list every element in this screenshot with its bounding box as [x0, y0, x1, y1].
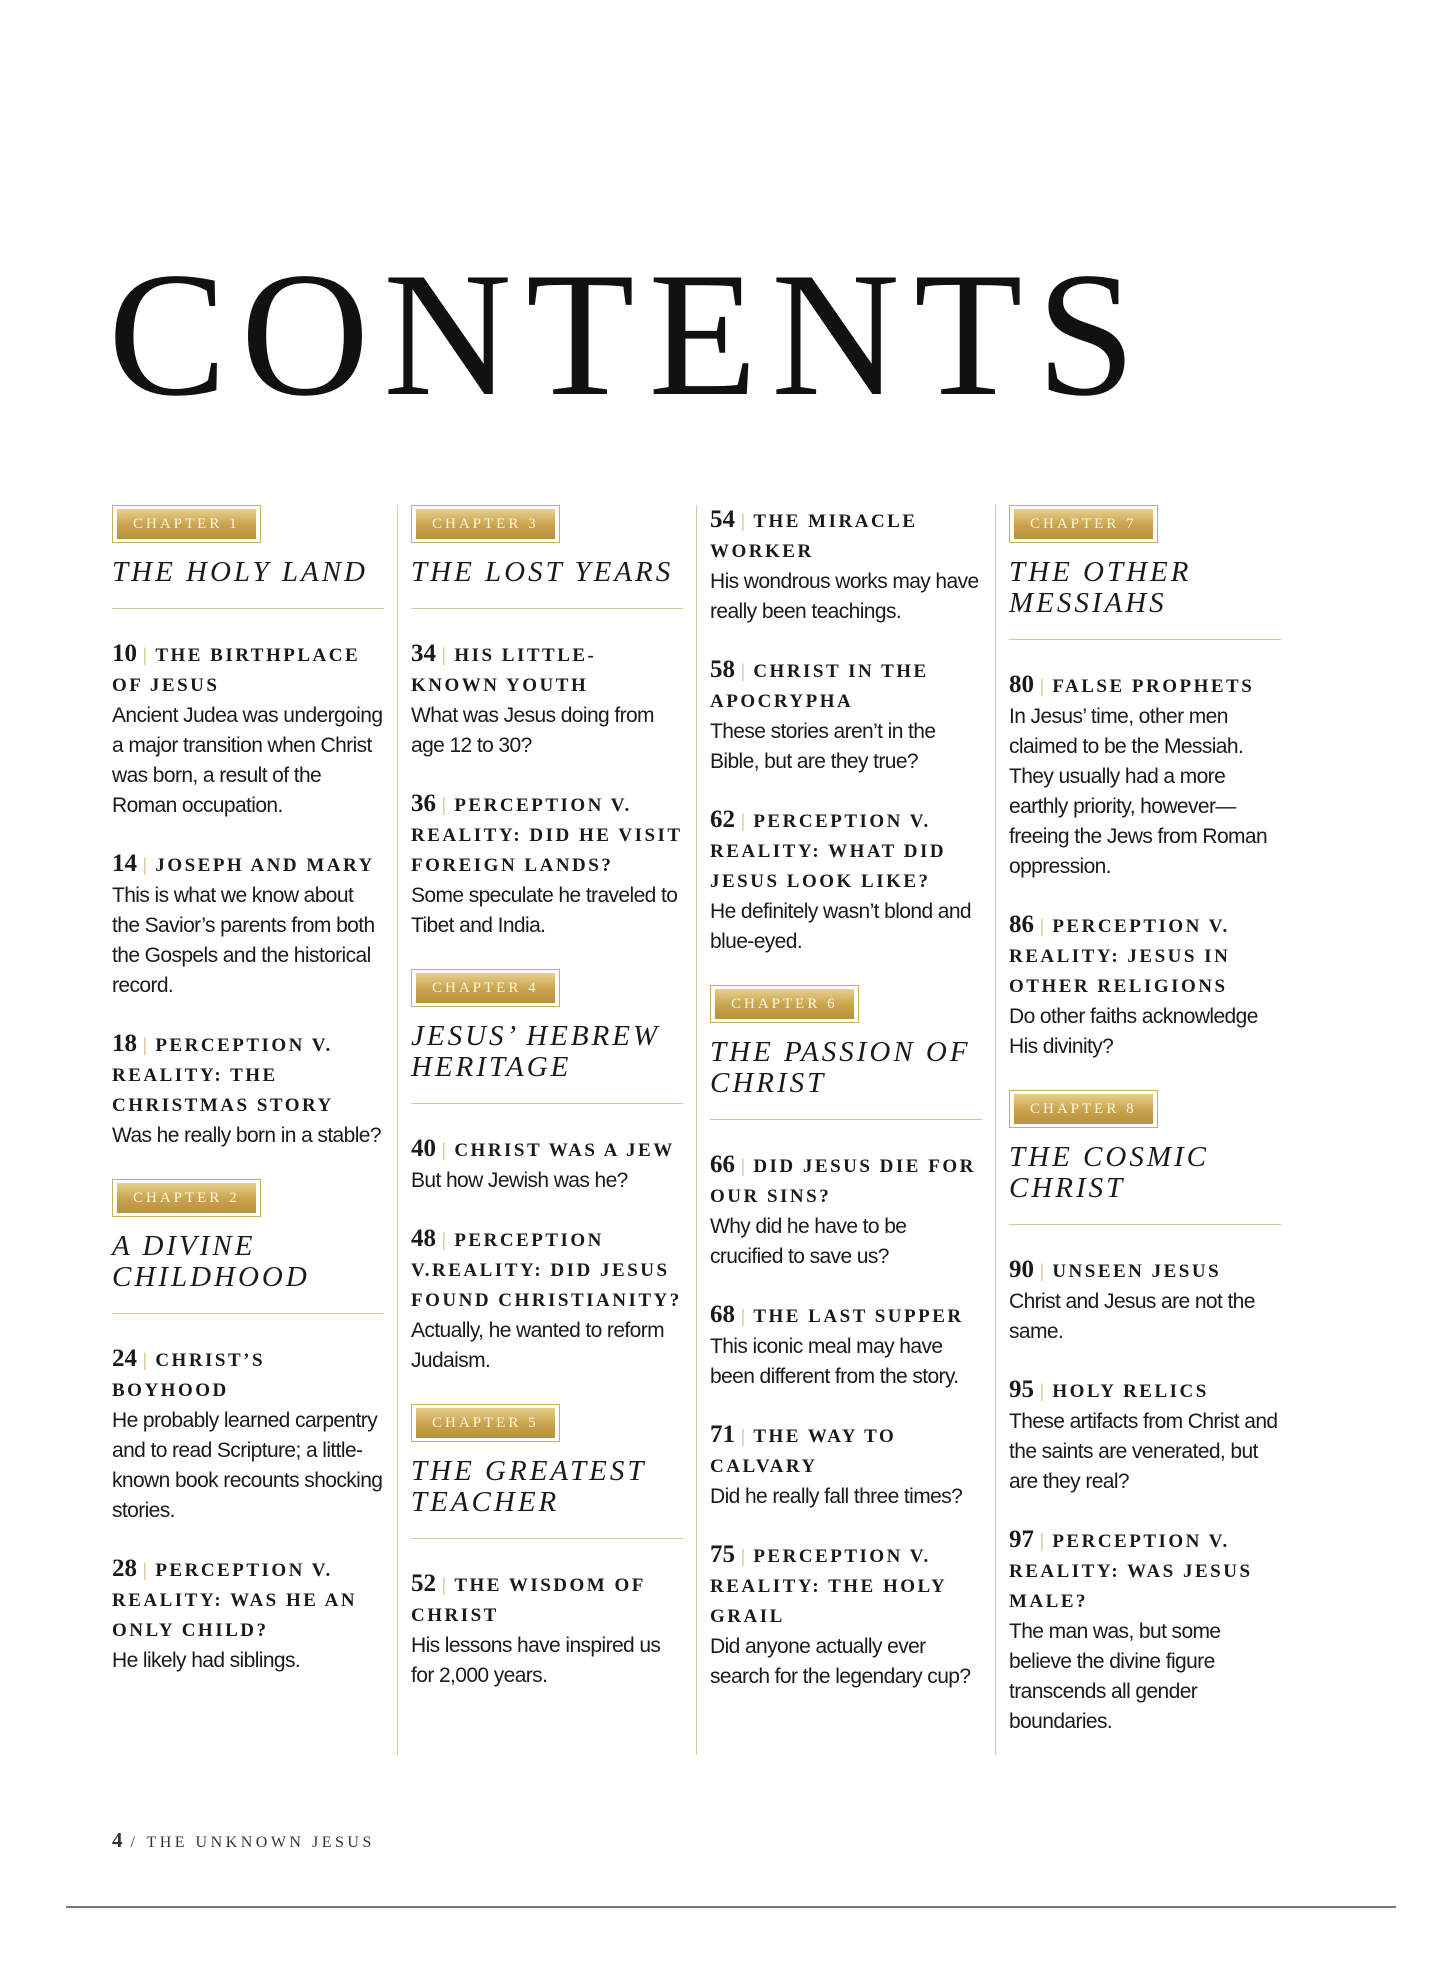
chapter-badge: [112, 505, 261, 543]
chapter-badge: [411, 969, 560, 1007]
footer-separator: /: [130, 1834, 139, 1851]
entry-description: This iconic meal may have been different from the story.: [710, 1335, 959, 1388]
chapter-title[interactable]: THE OTHER MESSIAHS: [1009, 557, 1281, 640]
entry-separator: |: [741, 1156, 748, 1177]
chapter-badge: [1009, 1090, 1158, 1128]
entry-description: These stories aren’t in the Bible, but are they true?: [710, 720, 936, 773]
toc-entry[interactable]: [710, 655, 982, 777]
entry-page-number: 95: [1009, 1376, 1034, 1403]
toc-entry[interactable]: [112, 1029, 384, 1151]
toc-entry[interactable]: [112, 639, 384, 821]
entry-heading: [710, 505, 982, 567]
entry-page-number: 75: [710, 1541, 735, 1568]
entry-page-number: 28: [112, 1555, 137, 1582]
chapter-block: [1009, 505, 1281, 640]
chapter-badge: [411, 505, 560, 543]
entry-title: PERCEPTION V. REALITY: WAS JESUS MALE?: [1009, 1531, 1253, 1612]
toc-entry[interactable]: [411, 639, 683, 761]
entry-title: PERCEPTION V. REALITY: JESUS IN OTHER RELIGIONS: [1009, 916, 1231, 997]
chapter-title[interactable]: THE GREATEST TEACHER: [411, 1456, 683, 1539]
toc-column-2: [411, 505, 683, 1719]
entry-description: These artifacts from Christ and the saints are venerated, but are they real?: [1009, 1410, 1278, 1493]
entry-separator: |: [1040, 676, 1047, 697]
toc-entry[interactable]: [710, 805, 982, 957]
entry-page-number: 66: [710, 1151, 735, 1178]
entry-description: This is what we know about the Savior’s parents from both the Gospels and the historical record.: [112, 884, 375, 997]
entry-description: Some speculate he traveled to Tibet and India.: [411, 884, 678, 937]
entry-title: HIS LITTLE-KNOWN YOUTH: [411, 645, 597, 696]
toc-entry[interactable]: [1009, 910, 1281, 1062]
toc-entry[interactable]: [112, 1554, 384, 1676]
footer-book-title: THE UNKNOWN JESUS: [146, 1834, 375, 1851]
entry-description: He definitely wasn’t blond and blue-eyed.: [710, 900, 972, 953]
entry-page-number: 40: [411, 1135, 436, 1162]
chapter-label: CHAPTER 7: [1014, 509, 1153, 539]
toc-entry[interactable]: [1009, 1525, 1281, 1737]
chapter-title[interactable]: THE LOST YEARS: [411, 557, 683, 609]
entry-heading: [710, 1300, 982, 1332]
chapter-label: CHAPTER 6: [715, 989, 854, 1019]
entry-description: He likely had siblings.: [112, 1649, 301, 1672]
entry-description: Christ and Jesus are not the same.: [1009, 1290, 1255, 1343]
entry-separator: |: [1040, 1381, 1047, 1402]
entry-separator: |: [442, 1140, 449, 1161]
entry-title: CHRIST’S BOYHOOD: [112, 1350, 266, 1401]
entry-title: PERCEPTION V. REALITY: WAS HE AN ONLY CHILD?: [112, 1560, 358, 1641]
entry-separator: |: [143, 645, 150, 666]
entry-title: DID JESUS DIE FOR OUR SINS?: [710, 1156, 976, 1207]
entry-heading: [710, 1150, 982, 1212]
chapter-title[interactable]: THE COSMIC CHRIST: [1009, 1142, 1281, 1225]
entry-heading: [710, 1420, 982, 1482]
entry-separator: |: [143, 1035, 150, 1056]
entry-heading: [710, 805, 982, 897]
chapter-block: [1009, 1090, 1281, 1225]
chapter-label: CHAPTER 5: [416, 1408, 555, 1438]
entry-page-number: 24: [112, 1345, 137, 1372]
entry-heading: [1009, 910, 1281, 1002]
entry-separator: |: [1040, 916, 1047, 937]
entry-title: PERCEPTION V. REALITY: DID HE VISIT FOREIGN LANDS?: [411, 795, 683, 876]
toc-entry[interactable]: [710, 1420, 982, 1512]
entry-heading: [1009, 1255, 1281, 1287]
entry-title: UNSEEN JESUS: [1052, 1261, 1222, 1282]
entry-description: His lessons have inspired us for 2,000 years.: [411, 1634, 661, 1687]
entry-title: PERCEPTION V. REALITY: THE HOLY GRAIL: [710, 1546, 947, 1627]
page-footer: [112, 1828, 375, 1853]
entry-heading: [112, 639, 384, 701]
toc-entry[interactable]: [112, 1344, 384, 1526]
entry-heading: [411, 1224, 683, 1316]
chapter-label: CHAPTER 8: [1014, 1094, 1153, 1124]
entry-title: PERCEPTION V.REALITY: DID JESUS FOUND CHRISTIANITY?: [411, 1230, 682, 1311]
toc-entry[interactable]: [710, 505, 982, 627]
chapter-title[interactable]: THE HOLY LAND: [112, 557, 384, 609]
entry-page-number: 34: [411, 640, 436, 667]
entry-heading: [112, 1029, 384, 1121]
chapter-block: [411, 969, 683, 1104]
entry-title: CHRIST IN THE APOCRYPHA: [710, 661, 929, 712]
entry-page-number: 68: [710, 1301, 735, 1328]
entry-page-number: 90: [1009, 1256, 1034, 1283]
toc-entry[interactable]: [710, 1300, 982, 1392]
chapter-label: CHAPTER 1: [117, 509, 256, 539]
chapter-block: [112, 505, 384, 609]
entry-separator: |: [143, 1560, 150, 1581]
entry-separator: |: [1040, 1261, 1047, 1282]
entry-title: THE BIRTHPLACE OF JESUS: [112, 645, 361, 696]
column-divider: [397, 505, 398, 1755]
toc-entry[interactable]: [411, 789, 683, 941]
entry-title: THE MIRACLE WORKER: [710, 511, 918, 562]
entry-description: Why did he have to be crucified to save us?: [710, 1215, 907, 1268]
chapter-block: [112, 1179, 384, 1314]
entry-description: Was he really born in a stable?: [112, 1124, 381, 1147]
entry-page-number: 58: [710, 656, 735, 683]
toc-entry[interactable]: [1009, 670, 1281, 882]
chapter-badge: [411, 1404, 560, 1442]
entry-heading: [1009, 1375, 1281, 1407]
chapter-label: CHAPTER 2: [117, 1183, 256, 1213]
entry-separator: |: [442, 795, 449, 816]
chapter-label: CHAPTER 4: [416, 973, 555, 1003]
entry-page-number: 18: [112, 1030, 137, 1057]
toc-entry[interactable]: [411, 1134, 683, 1196]
entry-page-number: 86: [1009, 911, 1034, 938]
entry-heading: [1009, 670, 1281, 702]
entry-title: CHRIST WAS A JEW: [454, 1140, 675, 1161]
entry-page-number: 52: [411, 1570, 436, 1597]
entry-heading: [710, 1540, 982, 1632]
entry-heading: [710, 655, 982, 717]
entry-separator: |: [1040, 1531, 1047, 1552]
entry-separator: |: [741, 661, 748, 682]
entry-separator: |: [442, 645, 449, 666]
entry-title: THE WAY TO CALVARY: [710, 1426, 897, 1477]
entry-heading: [411, 1569, 683, 1631]
chapter-block: [411, 505, 683, 609]
entry-separator: |: [741, 1306, 748, 1327]
entry-heading: [411, 639, 683, 701]
chapter-badge: [112, 1179, 261, 1217]
entry-title: PERCEPTION V. REALITY: WHAT DID JESUS LOOK LIKE?: [710, 811, 947, 892]
toc-entry[interactable]: [112, 849, 384, 1001]
entry-heading: [1009, 1525, 1281, 1617]
entry-page-number: 14: [112, 850, 137, 877]
footer-page-number: 4: [112, 1828, 123, 1852]
chapter-title[interactable]: JESUS’ HEBREW HERITAGE: [411, 1021, 683, 1104]
chapter-title[interactable]: THE PASSION OF CHRIST: [710, 1037, 982, 1120]
toc-entry[interactable]: [710, 1150, 982, 1272]
toc-entry[interactable]: [710, 1540, 982, 1692]
entry-heading: [112, 1554, 384, 1646]
chapter-badge: [1009, 505, 1158, 543]
entry-page-number: 54: [710, 506, 735, 533]
entry-title: FALSE PROPHETS: [1052, 676, 1255, 697]
entry-title: THE LAST SUPPER: [753, 1306, 964, 1327]
entry-heading: [411, 789, 683, 881]
entry-description: Ancient Judea was undergoing a major transition when Christ was born, a result of the Roman occupation.: [112, 704, 383, 817]
entry-separator: |: [442, 1575, 449, 1596]
entry-description: Do other faiths acknowledge His divinity?: [1009, 1005, 1258, 1058]
entry-page-number: 10: [112, 640, 137, 667]
entry-title: HOLY RELICS: [1052, 1381, 1209, 1402]
entry-page-number: 48: [411, 1225, 436, 1252]
entry-separator: |: [741, 1426, 748, 1447]
entry-description: Actually, he wanted to reform Judaism.: [411, 1319, 665, 1372]
entry-heading: [411, 1134, 683, 1166]
toc-column-3: [710, 505, 982, 1720]
chapter-title[interactable]: A DIVINE CHILDHOOD: [112, 1231, 384, 1314]
entry-separator: |: [741, 511, 748, 532]
entry-heading: [112, 1344, 384, 1406]
toc-column-1: [112, 505, 384, 1704]
page-title: CONTENTS: [108, 235, 1150, 433]
entry-description: He probably learned carpentry and to read Scripture; a little-known book recounts shocking stories.: [112, 1409, 383, 1522]
entry-description: Did anyone actually ever search for the legendary cup?: [710, 1635, 971, 1688]
entry-description: The man was, but some believe the divine figure transcends all gender boundaries.: [1009, 1620, 1221, 1733]
column-divider: [696, 505, 697, 1755]
chapter-label: CHAPTER 3: [416, 509, 555, 539]
entry-separator: |: [143, 1350, 150, 1371]
bottom-rule: [66, 1906, 1396, 1908]
entry-page-number: 71: [710, 1421, 735, 1448]
toc-column-4: [1009, 505, 1281, 1765]
entry-page-number: 97: [1009, 1526, 1034, 1553]
chapter-badge: [710, 985, 859, 1023]
entry-page-number: 80: [1009, 671, 1034, 698]
entry-separator: |: [741, 1546, 748, 1567]
entry-description: What was Jesus doing from age 12 to 30?: [411, 704, 654, 757]
toc-entry[interactable]: [1009, 1375, 1281, 1497]
entry-page-number: 62: [710, 806, 735, 833]
chapter-block: [710, 985, 982, 1120]
entry-description: But how Jewish was he?: [411, 1169, 628, 1192]
toc-entry[interactable]: [1009, 1255, 1281, 1347]
entry-description: Did he really fall three times?: [710, 1485, 963, 1508]
entry-description: His wondrous works may have really been teachings.: [710, 570, 979, 623]
column-divider: [995, 505, 996, 1755]
toc-entry[interactable]: [411, 1224, 683, 1376]
entry-page-number: 36: [411, 790, 436, 817]
entry-title: PERCEPTION V. REALITY: THE CHRISTMAS STORY: [112, 1035, 334, 1116]
entry-description: In Jesus’ time, other men claimed to be the Messiah. They usually had a more earthly priority, however—freeing the Jews from Roman oppression.: [1009, 705, 1268, 878]
entry-heading: [112, 849, 384, 881]
entry-separator: |: [741, 811, 748, 832]
entry-separator: |: [143, 855, 150, 876]
chapter-block: [411, 1404, 683, 1539]
entry-title: THE WISDOM OF CHRIST: [411, 1575, 646, 1626]
entry-title: JOSEPH AND MARY: [155, 855, 375, 876]
toc-entry[interactable]: [411, 1569, 683, 1691]
entry-separator: |: [442, 1230, 449, 1251]
